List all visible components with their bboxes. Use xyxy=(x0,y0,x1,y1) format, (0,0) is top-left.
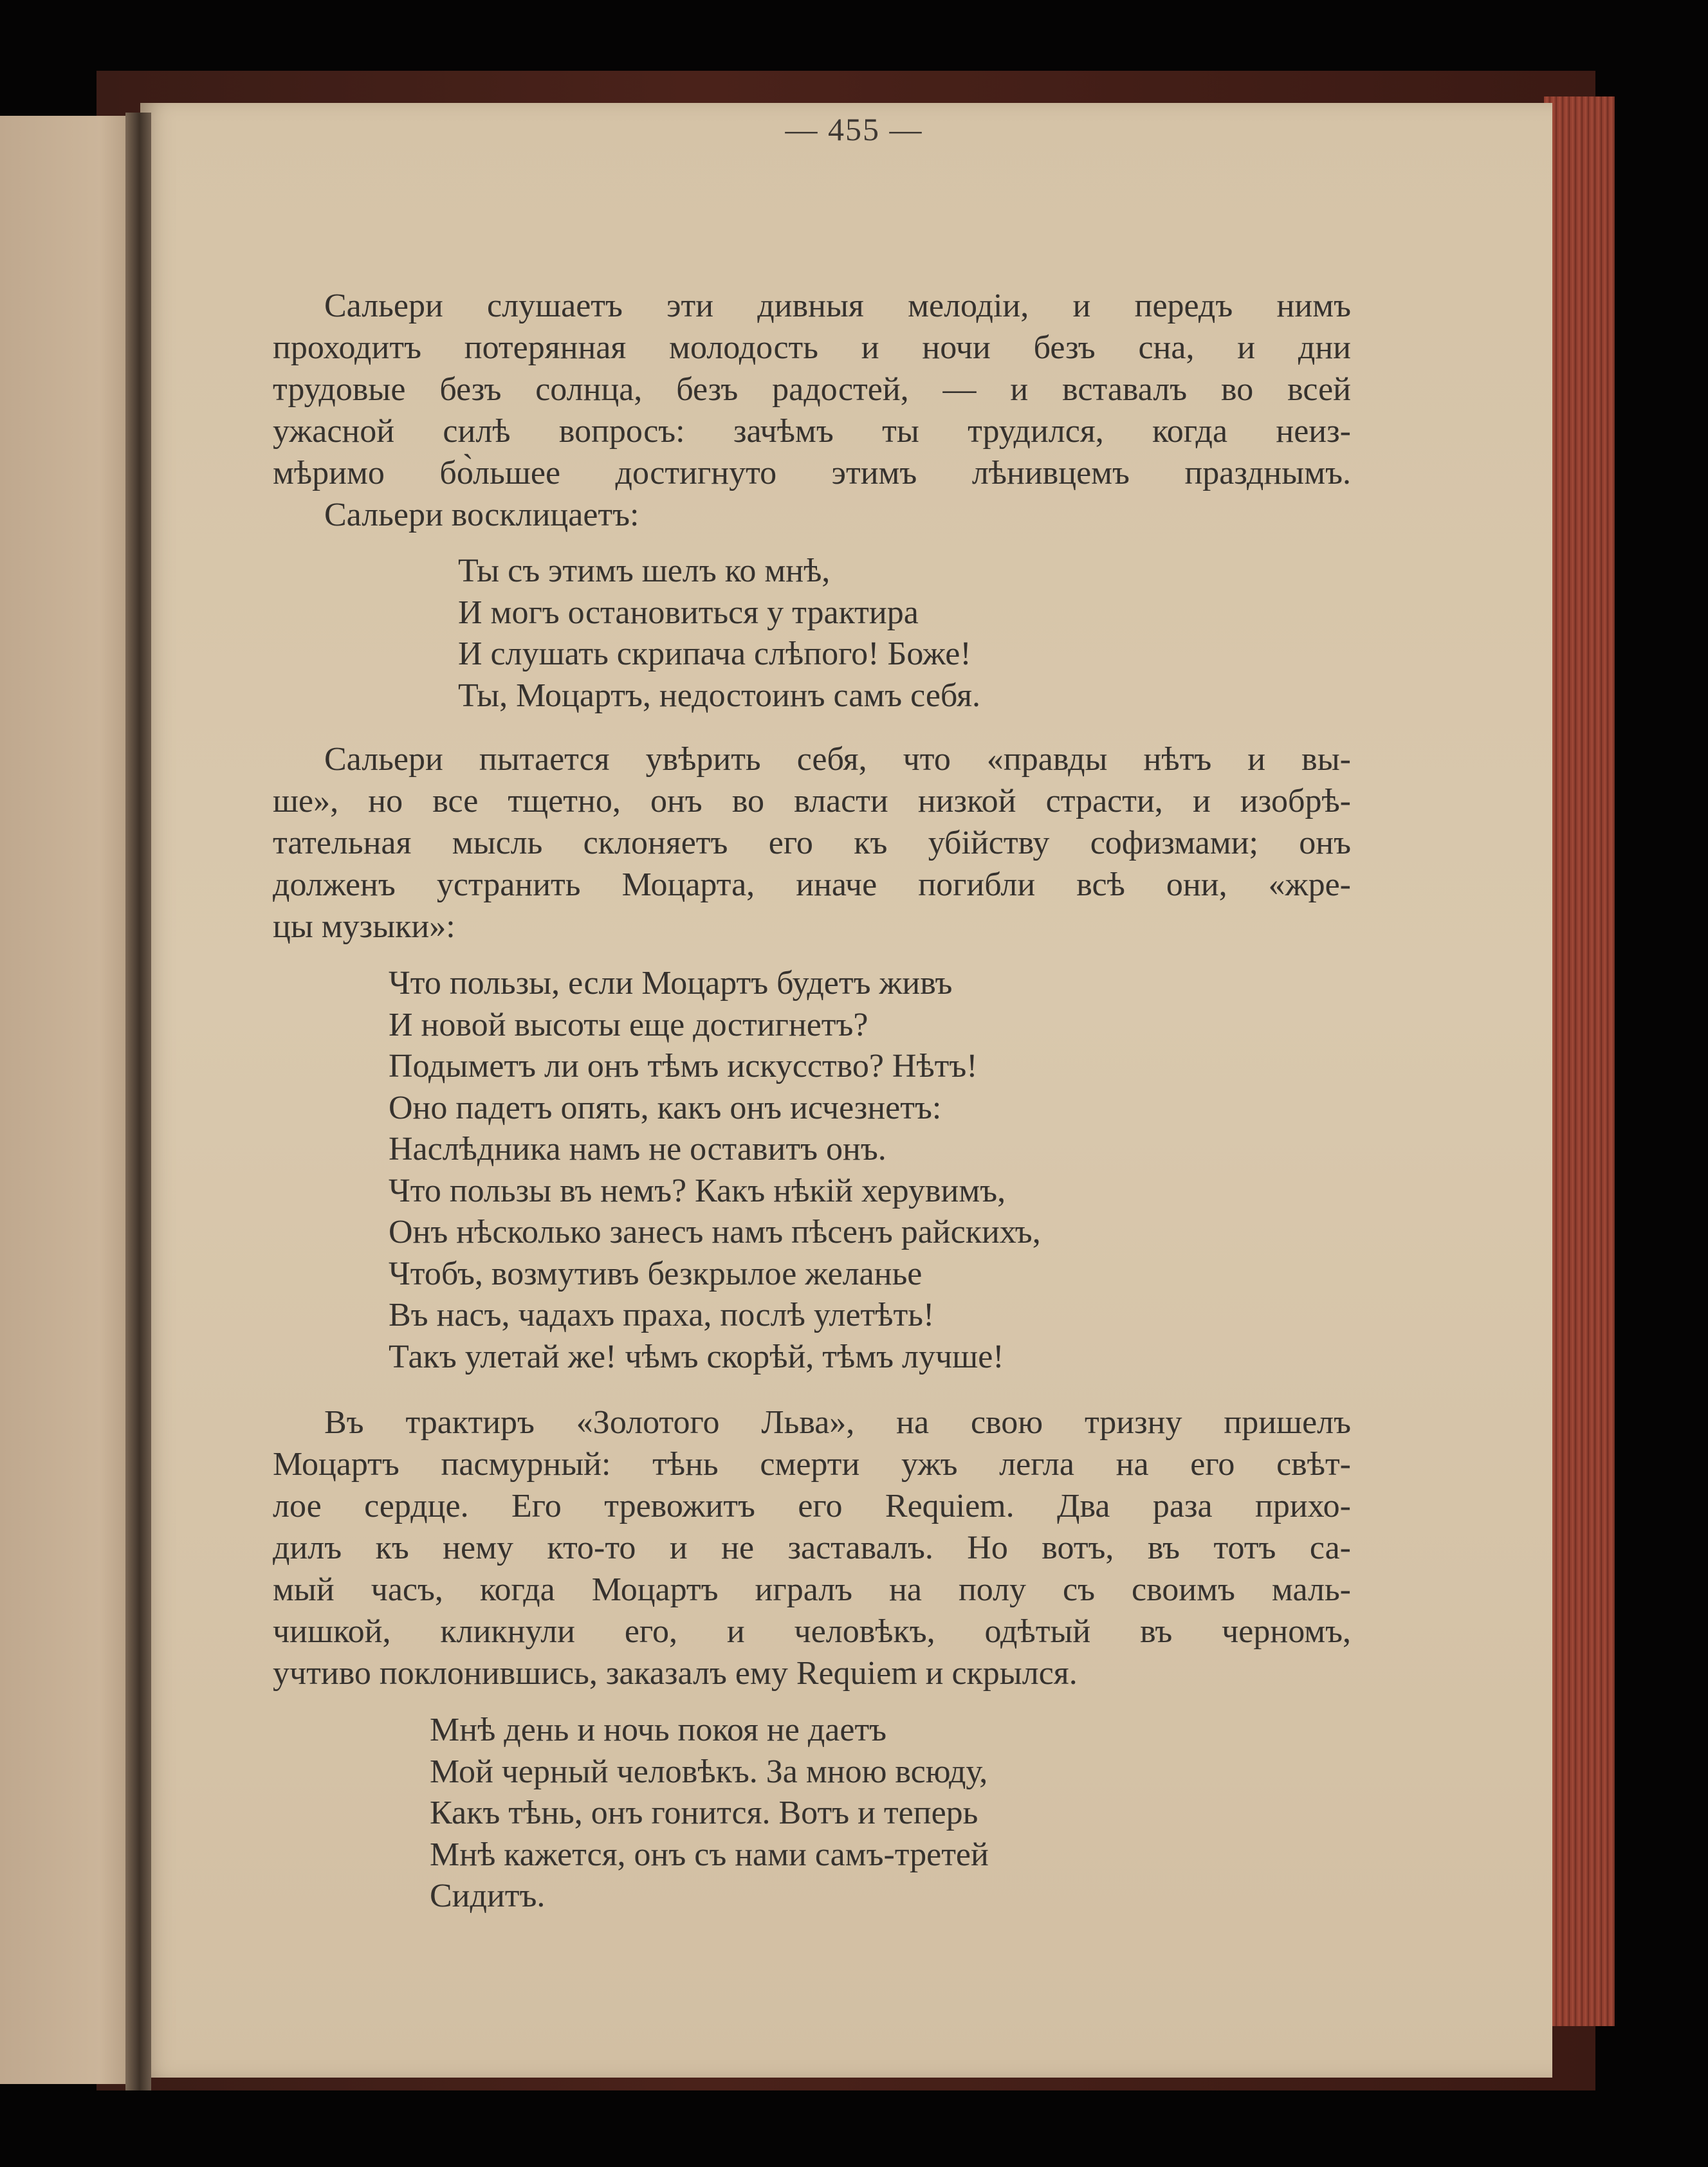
verse-line: Наслѣдника намъ не оставитъ онъ. xyxy=(389,1131,886,1167)
verse-2 xyxy=(389,963,1041,1378)
text-line: проходитъ потерянная молодость и ночи безъ сна, и дни xyxy=(273,329,1351,366)
verse-line: Чтобъ, возмутивъ безкрылое желанье xyxy=(389,1255,923,1292)
text-line: мѣримо бо̀льшее достигнуто этимъ лѣнивцемъ празднымъ. xyxy=(273,455,1351,491)
text-line: Въ трактиръ «Золотого Льва», на свою тризну пришелъ xyxy=(324,1404,1351,1441)
text-line: чишкой, кликнули его, и человѣкъ, одѣтый въ черномъ, xyxy=(273,1613,1351,1650)
paragraph-2 xyxy=(273,738,1351,947)
verse-3 xyxy=(430,1710,989,1917)
verse-line: Оно падетъ опять, какъ онъ исчезнетъ: xyxy=(389,1089,942,1126)
verse-line: Такъ улетай же! чѣмъ скорѣй, тѣмъ лучше! xyxy=(389,1338,1004,1375)
paragraph-3 xyxy=(273,1402,1351,1694)
text-line: Моцартъ пасмурный: тѣнь смерти ужъ легла на его свѣт- xyxy=(273,1446,1351,1483)
page-edges xyxy=(1544,96,1615,2026)
verse-line: И новой высоты еще достигнетъ? xyxy=(389,1006,868,1043)
paragraph-1 xyxy=(273,285,1351,536)
text-line: ужасной силѣ вопросъ: зачѣмъ ты трудился, когда неиз- xyxy=(273,413,1351,450)
verse-line: Въ насъ, чадахъ праха, послѣ улетѣть! xyxy=(389,1297,935,1333)
verse-line: Какъ тѣнь, онъ гонится. Вотъ и теперь xyxy=(430,1795,978,1831)
verse-1 xyxy=(458,551,980,717)
text-line: ше», но все тщетно, онъ во власти низкой страсти, и изобрѣ- xyxy=(273,783,1351,819)
text-line: Сальери слушаетъ эти дивныя мелодіи, и передъ нимъ xyxy=(324,288,1351,324)
verse-line: Мой черный человѣкъ. За мною всюду, xyxy=(430,1753,988,1790)
text-line: Сальери восклицаетъ: xyxy=(324,497,639,533)
text-line: дилъ къ нему кто-то и не заставалъ. Но вотъ, въ тотъ са- xyxy=(273,1530,1351,1566)
verse-line: Онъ нѣсколько занесъ намъ пѣсенъ райскихъ, xyxy=(389,1214,1041,1250)
text-line: Сальери пытается увѣрить себя, что «правды нѣтъ и вы- xyxy=(324,741,1351,778)
verse-line: Ты съ этимъ шелъ ко мнѣ, xyxy=(458,553,831,589)
text-line: цы музыки»: xyxy=(273,908,455,945)
text-line: лое сердце. Его тревожитъ его Requiem. Два раза прихо- xyxy=(273,1488,1351,1524)
text-line: тательная мысль склоняетъ его къ убійству софизмами; онъ xyxy=(273,825,1351,861)
left-page xyxy=(0,116,143,2084)
verse-line: Сидитъ. xyxy=(430,1878,546,1914)
book-gutter xyxy=(125,113,151,2090)
text-line: трудовые безъ солнца, безъ радостей, — и вставалъ во всей xyxy=(273,371,1351,408)
text-line: учтиво поклонившись, заказалъ ему Requiem и скрылся. xyxy=(273,1655,1078,1692)
verse-line: И слушать скрипача слѣпого! Боже! xyxy=(458,635,971,672)
verse-line: Что пользы въ немъ? Какъ нѣкій херувимъ, xyxy=(389,1172,1006,1209)
verse-line: Подыметъ ли онъ тѣмъ искусство? Нѣтъ! xyxy=(389,1048,978,1084)
verse-line: Ты, Моцартъ, недостоинъ самъ себя. xyxy=(458,677,980,714)
text-line: мый часъ, когда Моцартъ игралъ на полу съ своимъ маль- xyxy=(273,1571,1351,1608)
text-line: долженъ устранить Моцарта, иначе погибли всѣ они, «жре- xyxy=(273,866,1351,903)
verse-line: Мнѣ день и ночь покоя не даетъ xyxy=(430,1712,887,1748)
verse-line: И могъ остановиться у трактира xyxy=(458,594,919,631)
page-number: — 455 — xyxy=(785,111,923,147)
verse-line: Мнѣ кажется, онъ съ нами самъ-третей xyxy=(430,1836,989,1873)
verse-line: Что пользы, если Моцартъ будетъ живъ xyxy=(389,965,953,1001)
